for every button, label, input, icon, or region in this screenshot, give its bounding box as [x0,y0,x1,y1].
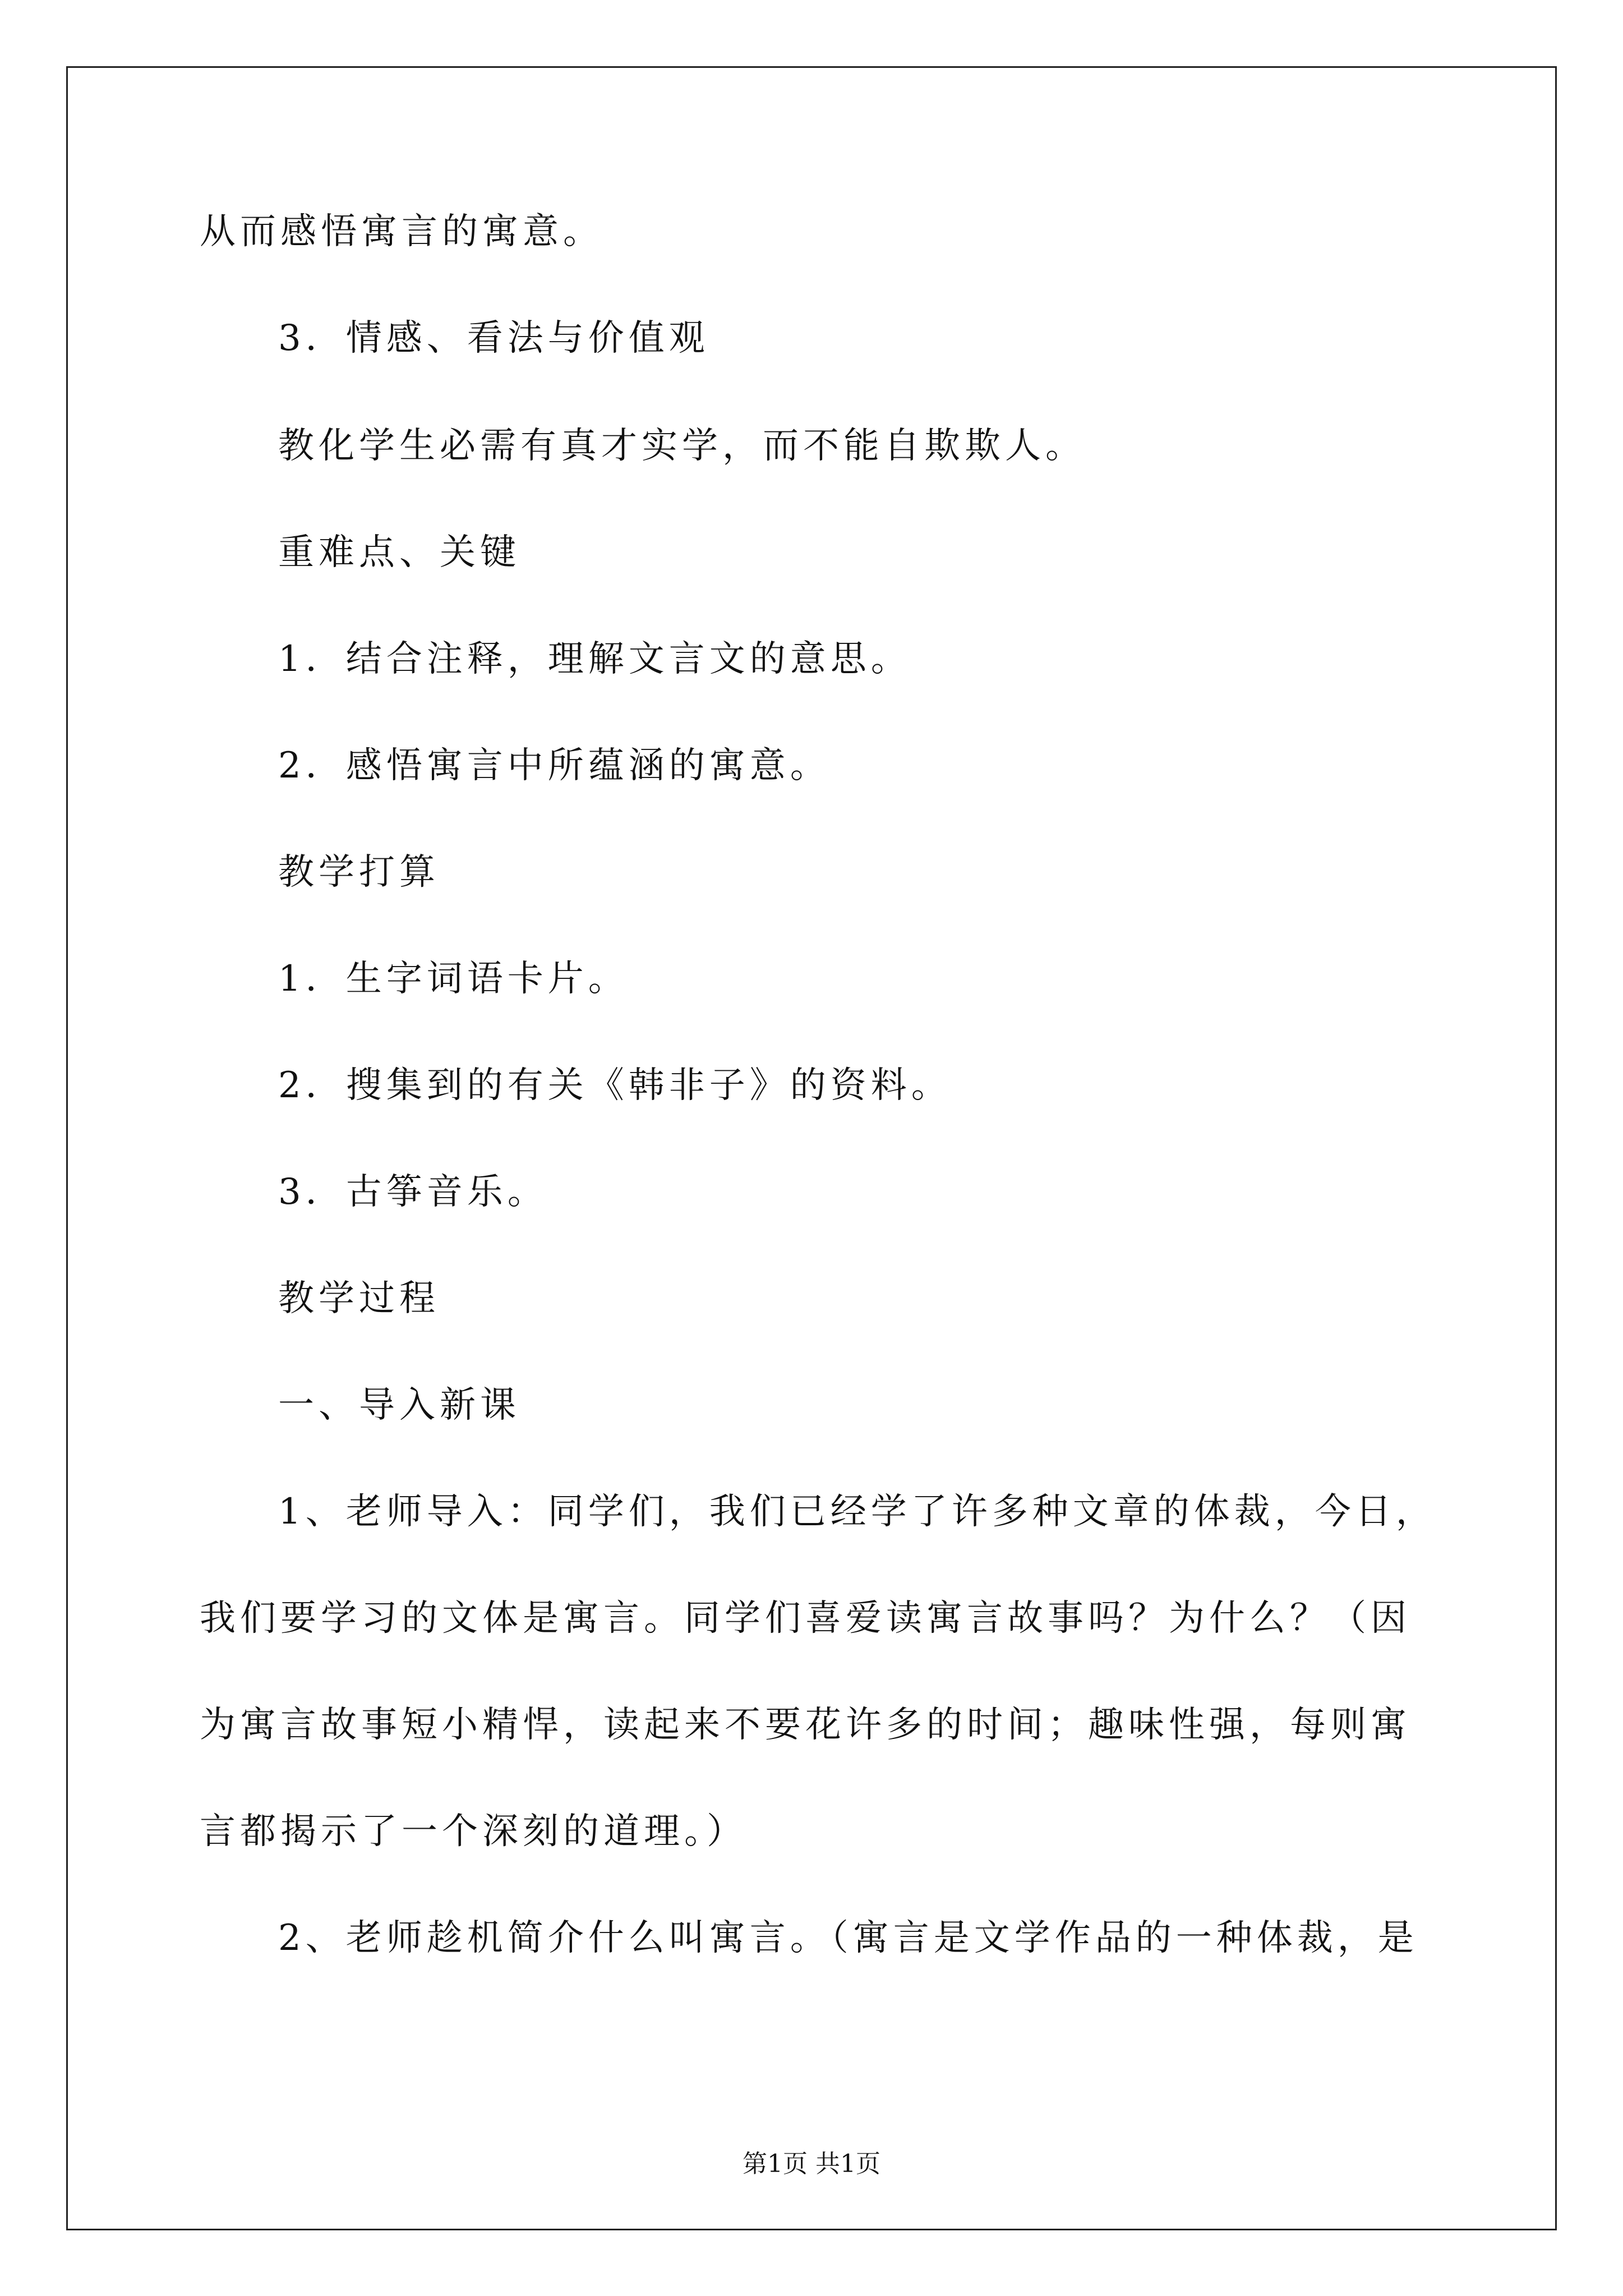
text-line-9: 2．搜集到的有关《韩非子》的资料。 [278,1065,952,1106]
text-line-10: 3．古筝音乐。 [278,1171,548,1213]
section-heading-process: 教学过程 [278,1278,440,1319]
text-line-13: 1、老师导入：同学们，我们已经学了许多种文章的体裁，今日， [278,1491,1436,1533]
text-line-17: 2、老师趁机简介什么叫寓言。（寓言是文学作品的一种体裁，是 [278,1917,1418,1959]
text-line-14: 我们要学习的文体是寓言。同学们喜爱读寓言故事吗？为什么？（因 [200,1598,1411,1639]
text-line-3: 教化学生必需有真才实学，而不能自欺欺人。 [278,425,1086,467]
text-line-8: 1．生字词语卡片。 [278,958,629,1000]
text-line-15: 为寓言故事短小精悍，读起来不要花许多的时间；趣味性强，每则寓 [200,1704,1411,1746]
text-line-16: 言都揭示了一个深刻的道理。） [200,1811,747,1852]
text-line-2: 3．情感、看法与价值观 [278,318,709,359]
section-heading-key-points: 重难点、关键 [278,532,520,573]
text-line-5: 1．结合注释，理解文言文的意思。 [278,638,911,680]
section-heading-intro: 一、导入新课 [278,1384,520,1426]
text-line-1: 从而感悟寓言的寓意。 [200,211,603,252]
page-border [66,66,1557,2230]
page-footer: 第1页 共1页 [743,2150,880,2178]
text-line-6: 2．感悟寓言中所蕴涵的寓意。 [278,745,831,786]
section-heading-preparation: 教学打算 [278,852,440,893]
